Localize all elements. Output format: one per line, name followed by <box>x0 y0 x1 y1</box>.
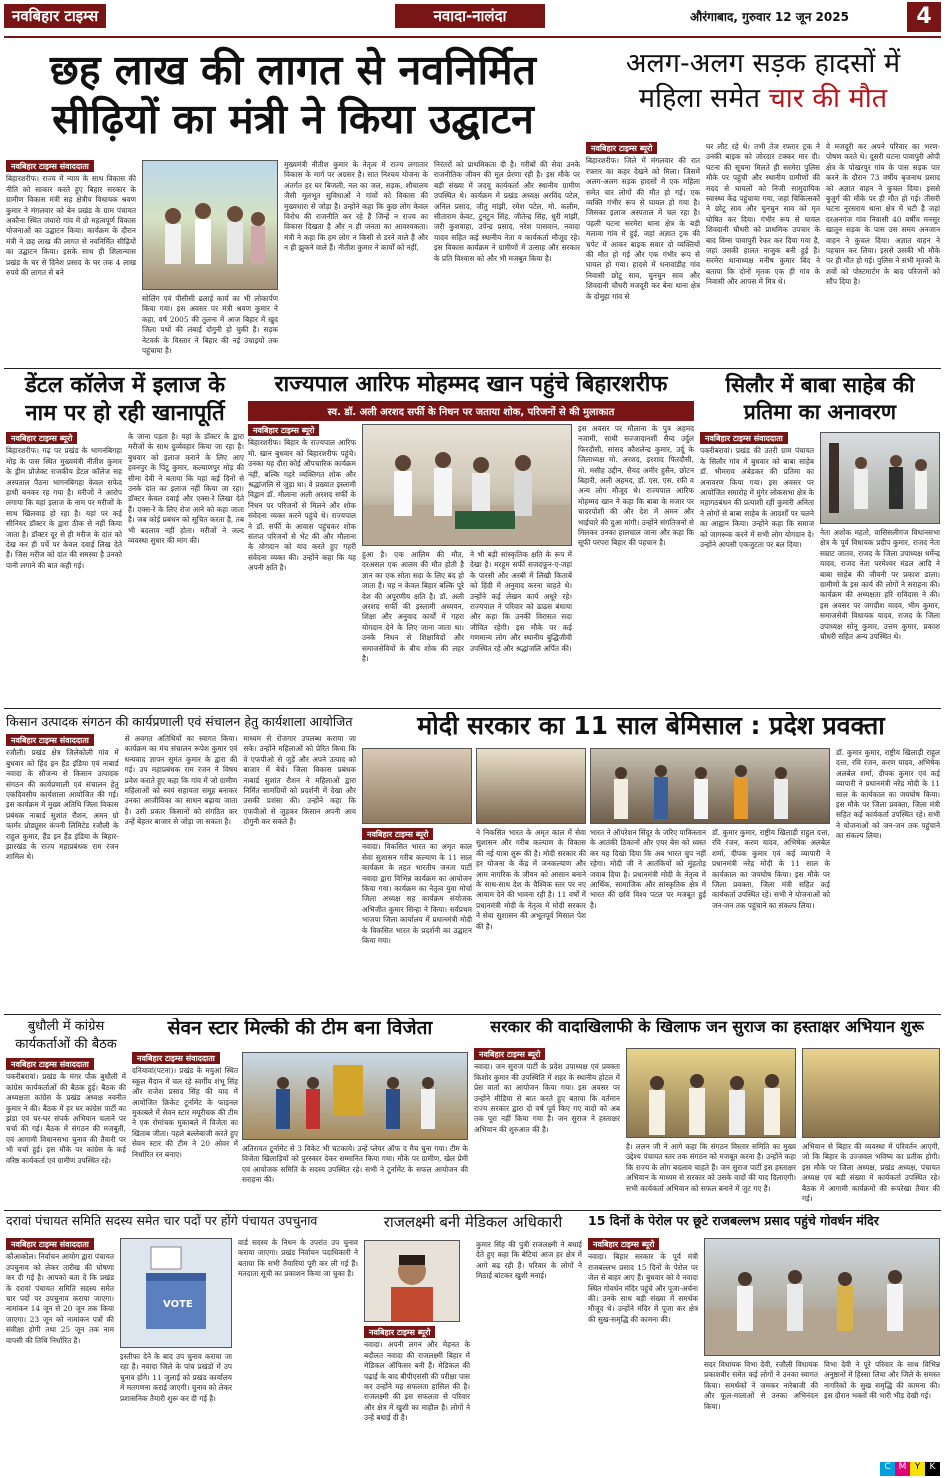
headline <box>6 46 580 144</box>
vote-label: VOTE <box>163 1299 193 1310</box>
byline: नवबिहार टाइम्स ब्यूरो <box>364 1326 435 1338</box>
photo-trophy <box>242 1052 468 1140</box>
headline-line1: डेंटल कॉलेज में इलाज के <box>24 373 226 398</box>
story-text: सोलिंग एवं पीसीसी ढलाई कार्य का भी लोकार्पण किया गया। इस अवसर पर मंत्री श्रवण कुमार ने कहा, वर्ष 2005 की तुलना में आज बिहार में खुद जिला पथों की लंबाई दोगुनी हो चुकी है। सड़क नेटवर्क के विस्तार ने बिहार की नई उंचाइयों तक पहुंचाया है। <box>142 294 278 356</box>
story-text: निरंतरों को प्राथमिकता दी है। गरीबों की सेवा उनके राजनीतिक जीवन की मूल प्रेरणा रही है। इस मौके पर बड़ी संख्या में जदयू कार्यकर्ता और स्थानीय ग्रामीण उपस्थित थे। कार्यक्रम में प्रखंड अध्यक्ष अरविंद पटेल, अनिल प्रसाद, जीतु मांझी, रमेश पटेल, मो. कलीम, सीताराम केवट, टुनटुन सिंह, जीतेन्द्र सिंह, धुरी मांझी, जरी कुशवाहा, उपेन्द्र प्रसाद, नरेश पासवान, नवादा यादव सहित कई स्थानीय नेता व कार्यकर्ता मौजूद रहे। इस विकास कार्यक्रम ने ग्रामीणों में उत्साह और सरकार के प्रति विश्वास को और भी मजबूत किया है। <box>434 160 580 263</box>
subheadline: स्व. डॉ. अली अरशद सर्फी के निधन पर जताया शोक, परिजनों से की मुलाकात <box>248 401 694 421</box>
paper-name: नवबिहार टाइम्स <box>4 4 106 28</box>
story-road-accidents <box>586 46 940 366</box>
byline: नवबिहार टाइम्स संवाददाता <box>6 1238 94 1250</box>
vote-graphic <box>120 1238 232 1348</box>
masthead <box>0 0 945 40</box>
divider <box>4 368 941 369</box>
dateline: औरंगाबाद, गुरुवार 12 जून 2025 <box>690 10 849 24</box>
color-y: Y <box>910 1462 925 1476</box>
story-text: कौआकोल। निर्वाचन आयोग द्वारा पंचायत उपचुनाव को लेकर तारीख की घोषणा कर दी गई है। आपको बता दें कि प्रखंड के दरावां पंचायत समिति सदस्य समेत चार पदों पर उपचुनाव कराया जाएगा। नामांकन 14 जून से 20 जून तक किया जाएगा। 23 जून को नामांकन पत्रों की संवीक्षा होगी तथा 25 जून तक नाम वापसी की तिथि निर्धारित है। <box>6 1252 114 1345</box>
byline: नवबिहार टाइम्स संवाददाता <box>6 734 94 746</box>
story-text: मुख्यमंत्री नीतीश कुमार के नेतृत्व में राज्य लगातार विकास के मार्ग पर अग्रसर है। सात निश्चय योजना के अंतर्गत हर घर बिजली, नल का जल, सड़क, शौचालय जैसी मूलभूत सुविधाओं ने गांवों को विकास की मुख्यधारा से जोड़ा है। उन्होंने कहा कि कुछ लोग केवल विरोध की राजनीति कर रहे हैं जिन्हें न राज्य का विकास दिखता है और न ही जनता का आवश्यकता। मंत्री ने कहा कि हम लोग न किसी से डरने वाले हैं और न ही झुकने वाले हैं। नीतीश कुमार ने कार्यों को नहीं, <box>284 160 428 253</box>
headline-line2: कार्यकर्ताओं की बैठक <box>15 1036 117 1052</box>
color-m: M <box>895 1462 910 1476</box>
story-text: इस्तीफा देने के बाद उप चुनाव कराया जा रहा है। नवादा जिले के पांच प्रखंडों में उप चुनाव होंगे। 11 जुलाई को प्रखंड कार्यालय में मतगणना कराई जाएगी। चुनाव को लेकर प्रशासनिक तैयारी शुरू कर दी गई है। <box>120 1352 232 1403</box>
story-governor-visit <box>248 372 694 706</box>
byline: नवबिहार टाइम्स संवाददाता <box>6 1058 94 1070</box>
headline: राजलक्ष्मी बनी मेडिकल अधिकारी <box>383 1214 563 1231</box>
page-number: 4 <box>907 2 941 32</box>
story-stairs-inauguration <box>6 46 580 366</box>
story-text: अभियान से बिहार की व्यवस्था में परिवर्तन आएगी, जो कि बिहार के उज्जवल भविष्य का प्रतीक होगी। इस मौके पर जिला अध्यक्ष, प्रखंड अध्यक्ष, पंचायत अध्यक्ष एवं बड़ी संख्या में कार्यकर्ता उपस्थित रहे। बैठक में आगामी कार्यक्रमों की रूपरेखा तैयार की गई। <box>802 1142 940 1204</box>
photo-jan-suraj-2 <box>802 1048 940 1138</box>
color-c: C <box>880 1462 895 1476</box>
story-text: माध्यम से रोजगार उपलब्ध कराया जा सके। उन्होंने महिलाओं को प्रेरित किया कि वे एफपीओ से जुड़ें और अपने उत्पाद को बाजार में बेचें। जिला विकास प्रबंधक नाबार्ड सुशांत रौशन ने महिलाओं द्वारा निर्मित सामग्रियों को प्रदर्शनी में देखा और उसकी प्रशंसा की। उन्होंने कहा कि एफपीओ से जुड़कर किसान अपनी आय दोगुनी कर सकते हैं। <box>243 734 356 827</box>
story-text: कुमार सिंह की पुत्री राजलक्ष्मी ने बधाई देते हुए कहा कि बेटियां आज हर क्षेत्र में आगे बढ़ रही हैं। परिवार के लोगों ने मिठाई बांटकर खुशी मनाई। <box>476 1240 582 1281</box>
photo-rajlakshmi <box>364 1240 460 1322</box>
story-modi-govt <box>362 712 940 1012</box>
story-text: नेता अशोक महतो, वासिसलीगंज विधानसभा क्षेत्र के पूर्व विधायक प्रदीप कुमार, राजद नेता सम्राट जातव, राजद के जिला उपाध्यक्ष धर्मेन्द्र यादव, राजद नेता परमेश्वर मंडल आदि ने बाबा साहेब की जीवनी पर प्रकाश डाला। ग्रामीणों के इस कार्य की लोगों ने सराहना की। कार्यक्रम की अध्यक्षता हरि राविदास ने की। इस अवसर पर जगदीश यादव, भीम कुमार, समाजसेवी विधायक यादव, राजद के जिला उपाध्यक्ष सोनू कुमार, उत्तम कुमार, प्रकाश चौधरी सहित अन्य उपस्थित थे। <box>820 528 940 642</box>
story-text: नवादा। विकसित भारत का अमृत काल सेवा सुशासन गरीब कल्याण के 11 साल कार्यक्रम के तहत भारतीय जनता पार्टी नवादा द्वारा विभिन्न कार्यक्रम का आयोजन किया गया। कार्यक्रम का नेतृत्व युवा मोर्चा जिला अध्यक्ष सह कार्यक्रम संयोजक अभिजीत कुमार सिन्हा ने किया। सर्वप्रथम भाजपा जिला कार्यालय में प्रधानमंत्री मोदी के विकसित भारत के प्रदर्शनी का उद्घाटन किया गया। <box>362 842 472 946</box>
headline-line2 <box>586 81 940 116</box>
divider <box>4 708 941 709</box>
photo-statue <box>820 432 940 524</box>
headline-highlight: चार की मौत <box>768 83 888 115</box>
headline <box>700 372 940 427</box>
photo-inauguration <box>142 160 278 290</box>
story-text: डॉ. कुमार कुमार, राष्ट्रीय खिलाड़ी राहुल दत्ता, रवि रंजन, करण यादव, अभिषेक अलबेल शर्मा, दीपक कुमार एवं कई व्यापारी ने प्रधानमंत्री नरेंद्र मोदी के 11 साल के कार्यकाल का जयघोष किया। इस मौके पर जिला प्रवक्ता, जिला मंत्री सहित कई कार्यकर्ता उपस्थित रहे। सभी ने योजनाओं को जन-जन तक पहुंचाने का संकल्प लिया। <box>836 748 940 841</box>
headline-line1: सिलौर में बाबा साहेब की <box>725 373 915 397</box>
color-registration-bar <box>880 1462 940 1476</box>
story-rajballabh-parole <box>588 1214 940 1460</box>
headline-line1: बुधौली में कांग्रेस <box>27 1019 105 1034</box>
story-text: नवादा। अपनी लगन और मेहनत के बदौलत नवादा की राजलक्ष्मी बिहार में मेडिकल ऑफिसर बनी हैं। मेडिकल की पढ़ाई के बाद बीपीएससी की परीक्षा पास कर उन्होंने यह सफलता हासिल की है। राजलक्ष्मी की इस सफलता से परिवार और क्षेत्र में खुशी का माहौल है। लोगों ने उन्हें बधाई दी है। <box>364 1340 470 1423</box>
headline: दरावां पंचायत समिति सदस्य समेत चार पदों पर होंगे पंचायत उपचुनाव <box>6 1214 318 1228</box>
byline: नवबिहार टाइम्स ब्यूरो <box>362 828 433 840</box>
photo-temple <box>704 1238 940 1356</box>
byline: नवबिहार टाइम्स ब्यूरो <box>6 432 77 444</box>
story-dental-college <box>6 372 244 706</box>
headline <box>6 372 244 427</box>
headline: मोदी सरकार का 11 साल बेमिसाल : प्रदेश प्रवक्ता <box>417 712 885 740</box>
story-text: पकरीबरावां। प्रखंड के मंगर पौक बुधौली में कांग्रेस कार्यकर्ताओं की बैठक हुई। बैठक की अध्यक्षता कांग्रेस के प्रखंड अध्यक्ष नवनीत कुमार ने की। बैठक में हर घर कांग्रेस पार्टी का झंडा एवं घर-घर संपर्क अभियान चलाने पर चर्चा की गई। बैठक में संगठन की मजबूती, एवं आगामी विधानसभा चुनाव की तैयारी पर भी चर्चा हुई। इस मौके पर कांग्रेस के कई वरिष्ठ कार्यकर्ता एवं ग्रामीण उपस्थित रहे। <box>6 1072 126 1165</box>
story-medical-officer <box>364 1214 582 1460</box>
story-congress-meeting <box>6 1018 126 1208</box>
story-text: घर लौट रहे थे। तभी तेज रफ्तार ट्रक ने उनकी बाइक को जोरदार टक्कर मार दी। घटना की सूचना मिलते ही सरमेरा पुलिस मौके पर पहुंची और स्थानीय ग्रामीणों की मदद से घायलों को निजी सामुदायिक स्वास्थ्य केंद्र पहुंचाया गया, जहां चिकित्सकों ने छोटू साव और चुनचुन साव को मृत घोषित कर दिया। गंभीर रूप से घायल शिवदानी चौधरी को प्राथमिक उपचार के बाद विम्स पावापुरी रेफर कर दिया गया है, जहां उसकी हालत नाजुक बनी हुई है। सरमेरा थानाध्यक्ष मनीष कुमार बिंद ने बताया कि दोनों मृतक एक ही गांव के निवासी और आपस में मित्र थे। <box>706 142 820 287</box>
headline: 15 दिनों के पेरोल पर छूटे राजबल्लभ प्रसाद पहुंचे गोवर्धन मंदिर <box>588 1214 879 1228</box>
story-text: रजौली। प्रखंड क्षेत्र जिलेकोली गांव में बुधवार को हिंद इन हैंड इंडिया एवं नाबार्ड नवादा के सौजन्य से किसान उत्पादक संगठन की कार्यप्रणाली एवं संचालन हेतु एकदिवसीय कार्यशाला आयोजित की गई। इस कार्यक्रम में मुख्य अतिथि जिला विकास प्रबंधक नाबार्ड सुशांत रौशन, अमन ग्रो फार्मर प्रोड्यूसर कंपनी लिमिटेड रजौली के राहुल कुमार, हैंड इन हैंड इंडिया के बिहार-झारखंड के राज्य महाप्रबंधक राम रंजन शामिल थे। <box>6 748 119 862</box>
story-text: बिहारशरीफ। गढ़ पर प्रखंड के भागनबिगहा मोड़ के पास स्थित मुख्यमंत्री नीतीश कुमार के ड्रीम प्रोजेक्ट राजकीय डेंटल कॉलेज सह अस्पताल पैठना भागनबिगहा केवल सफेद हाथी बनकर रह गया है। मरीजों ने आरोप लगाया कि यहां इलाज के नाम पर मरीजों के साथ खिलवाड़ हो रहा है। यहां पर कई सीनियर डॉक्टर के द्वारा ठीक से नहीं किया जाता है। डॉक्टर दूर से ही मरीज के दांत को देख कर ही पर्चे पर केवल दवाई लिख देते हैं। जिस मरीज को दांत की समस्या है उनको पानी लगाने की बात कही गई। <box>6 446 122 570</box>
headline-line1: छह लाख की लागत से नवनिर्मित <box>50 46 536 94</box>
headline-line2: सीढ़ियों का मंत्री ने किया उद्घाटन <box>52 95 534 144</box>
story-jan-suraj <box>474 1018 940 1208</box>
headline-line1: अलग-अलग सड़क हादसों में <box>625 48 901 79</box>
story-text: बिहारशरीफ। राज्य में न्याय के साथ विकास की नीति को साकार करते हुए बिहार सरकार के ग्रामीण विकास मंत्री सह क्षेत्रीय विधायक श्रवण कुमार ने मंगलवार को बेन प्रखंड के ग्राम पंचायत अकौना स्थित जंघारो गांव में दो महत्वपूर्ण विकास योजनाओं का उद्घाटन किया। कार्यक्रम के दौरान मंत्री ने छह लाख की लागत से नवनिर्मित सीढ़ियों का उद्घाटन किया। इसके साथ ही शिलान्यास प्रखंड के घर से दिनेश प्रसाद के घर तक 4 लाख रुपये की लागत से बने <box>6 174 136 278</box>
headline: किसान उत्पादक संगठन की कार्यप्रणाली एवं संचालन हेतु कार्यशाला आयोजित <box>6 714 353 729</box>
story-text: डॉ. कुमार कुमार, राष्ट्रीय खिलाड़ी राहुल दत्ता, रवि रंजन, करण यादव, अभिषेक अलबेल शर्मा, दीपक कुमार एवं कई व्यापारी ने प्रधानमंत्री नरेंद्र मोदी के 11 साल के कार्यकाल का जयघोष किया। इस मौके पर जिला प्रवक्ता, जिला मंत्री सहित कई कार्यकर्ता उपस्थित रहे। सभी ने योजनाओं को जन-जन तक पहुंचाने का संकल्प लिया। <box>712 828 830 910</box>
photo-jan-suraj <box>626 1048 796 1138</box>
section-label: नवादा-नालंदा <box>395 4 545 28</box>
story-text: सदर विधायक विभा देवी, रजौली विधायक प्रकाशवीर समेत कई लोगों ने उनका स्वागत किया। समर्थकों ने जमकर नारेबाजी की और फूल-मालाओं से उनका अभिनंदन किया। <box>704 1360 818 1411</box>
byline: नवबिहार टाइम्स संवाददाता <box>700 432 788 444</box>
headline: सेवन स्टार मिल्की की टीम बना विजेता <box>167 1018 433 1039</box>
headline <box>586 46 940 116</box>
story-cricket-winners <box>132 1018 468 1208</box>
divider <box>4 1014 941 1015</box>
story-text: ने निकसित भारत के अमृत काल में सेवा सुशासन और गरीब कल्याण के विकास की नई यात्रा शुरू की है। मोदी सरकार की हर योजना के केंद्र में जनकल्याण और आम नागरिक के जीवन को आसान बनाने के साथ-साथ देश के वैश्विक स्तर पर नए आयाम देने की भावना रही है। 11 वर्षों में प्रधानमंत्री मोदी के नेतृत्व में मोदी सरकार ने सेवा सुशासन की अभूतपूर्व मिसाल पेश की है। <box>476 828 586 931</box>
divider <box>4 1210 941 1211</box>
byline: नवबिहार टाइम्स संवाददाता <box>6 160 94 172</box>
story-text: वे मजदूरी कर अपने परिवार का भरण-पोषण करते थे। दूसरी घटना पावापुरी ओपी क्षेत्र के पोखरपुर गांव के पास सड़क पार करने के दौरान 73 वर्षीय बृजनाथ प्रसाद को अज्ञात वाहन ने कुचल दिया। इससे बुजुर्ग की मौके पर ही मौत हो गई। तीसरी घटना नूरसराय थाना क्षेत्र में घटी है जहां दरअनगंज गांव निवासी 40 वर्षीय मनसूर खातून सड़क के पास उस समय अनजान वाहन ने कुचल दिया। अज्ञात वाहन ने पहचान कर लिया। इससे उसकी भी मौके पर ही मौत हो गई। पुलिस ने सभी मृतकों के शवों को पोस्टमार्टम के बाद परिजनों को सौंप दिया है। <box>826 142 940 287</box>
story-text: इस अवसर पर मौलाना के पुत्र अहमद नजामी, साथी सज्जादानशीं सैय्द उर्दुल फिरदौसी, सांसद कौशलेन्द्र कुमार, उर्दू के जिलाध्यक्ष मो. अरशद, इरशाद फिरदौसी, मो. मसीह उद्दीन, सैयद अमीर हुसैन, छोटन बिहारी, अली अहमद, डॉ. एस. एस. रफी व अन्य लोग मौजूद थे। राज्यपाल आरिफ मोहम्मद खान ने कहा कि बाबा के मजार पर चादरपोशी की और देश में अमन और भाईचारे की दुआ मांगी। उन्होंने संगतिजनों से मिलकर उनका हालचाल जाना और कहा कि सूफी परंपरा बिहार की पहचान है। <box>578 424 694 548</box>
photo-governor <box>362 424 572 546</box>
byline: नवबिहार टाइम्स ब्यूरो <box>248 424 319 436</box>
color-k: K <box>925 1462 940 1476</box>
headline-line2: नाम पर हो रही खानापूर्ति <box>25 400 225 426</box>
story-text: वार्ड सदस्य के निधन के उपरांत उप चुनाव कराया जाएगा। प्रखंड निर्वाचन पदाधिकारी ने बताया कि सभी तैयारियां पूरी कर ली गई हैं। मतदाता सूची का प्रकाशन किया जा चुका है। <box>238 1238 358 1279</box>
masthead-rule <box>4 36 941 38</box>
headline: सरकार की वादाखिलाफी के खिलाफ जन सुराज का हस्ताक्षर अभियान शुरू <box>490 1018 924 1036</box>
story-text: बिहारशरीफ। बिहार के राज्यपाल आरिफ मो. खान बुधवार को बिहारशरीफ पहुंचे। उनका यह दौरा कोई औपचारिक कार्यक्रम नहीं, बल्कि गहरे व्यक्तिगत शोक और श्रद्धांजलि से जुड़ा था। वे प्रख्यात इस्लामी विद्वान डॉ. मौलाना अली अरशद सर्फी के निधन पर परिजनों से मिलने और शोक संवेदना व्यक्त करने पहुंचे थे। राज्यपाल ने डॉ. सर्फी के आवास पहुंचकर शोक संतप्त परिजनों से भेंट की और मौलाना के योगदान को याद करते हुए गहरी संवेदना व्यक्त की। उन्होंने कहा कि यह अपनी क्षति है। <box>248 438 356 573</box>
story-fpo-workshop <box>6 712 356 1012</box>
byline: नवबिहार टाइम्स ब्यूरो <box>586 142 657 154</box>
headline <box>6 1018 126 1053</box>
byline: नवबिहार टाइम्स ब्यूरो <box>588 1238 659 1250</box>
byline: नवबिहार टाइम्स ब्यूरो <box>474 1048 545 1060</box>
headline: राज्यपाल आरिफ मोहम्मद खान पहुंचे बिहारशरीफ <box>274 372 668 397</box>
headline-part1: महिला समेत <box>638 83 769 115</box>
story-statue-unveiling <box>700 372 940 706</box>
story-text: विभा देवी ने पूरे परिवार के साथ विभिन्न अनुष्ठानों में हिस्सा लिया और जिले के समस्त नागरिकों के सुख समृद्धि की कामना की। इस दौरान भक्तों की भारी भीड़ देखी गई। <box>824 1360 940 1401</box>
story-text: दनियावां(पटना)। प्रखंड के मयुआं स्थित स्कूल मैदान में चल रहे स्वर्गीय शंभू सिंह और राजेश प्रसाद सिंह की याद में आयोजित क्रिकेट टूर्नामेंट के फाइनल मुकाबले में सेवन स्टार मयूरीचक की टीम ने एक रोमांचक मुकाबले में विजेता का खिताब जीता। पहले बल्लेबाजी करते हुए सेवन स्टार की टीम ने 20 ओवर में निर्धारित रन बनाए। <box>132 1066 238 1159</box>
story-panchayat-bypoll <box>6 1214 358 1460</box>
story-text: हुआ है। एक आलिम की मौत, दरअसल एक आलम की मौत होती है ज्ञान का एक सोता सदा के लिए बंद हो जाता है। यह न केवल बिहार बल्कि पूरे देश की अपूरणीय क्षति है। डॉ. अली अरशद सर्फी की इस्लामी अध्ययन, शिक्षा और अनुवाद कार्यों में गहरा योगदान देने के लिए जाना जाता था। उनके निधन से शिक्षाविदों और समाजसेवियों के बीच शोक की लहर है। <box>362 550 464 664</box>
photo-bjp-meeting <box>476 748 586 824</box>
story-text: अतिरायत टूर्नामेंट से 3 विकेट भी चटकाये। उन्हें प्लेयर ऑफ द मैच चुना गया। टीम के विजेता खिलाड़ियों को पुरस्कार देकर सम्मानित किया गया। मौके पर ग्रामीण, खेल प्रेमी एवं आयोजक समिति के सदस्य उपस्थित रहे। सभी ने टूर्नामेंट के सफल आयोजन की सराहना की। <box>242 1144 468 1185</box>
byline: नवबिहार टाइम्स संवाददाता <box>132 1052 220 1064</box>
photo-press-conference <box>362 748 472 824</box>
story-text: से अवगत अतिथियों का स्वागत किया। कार्यक्रम का मंच संचालन रूपेश कुमार एवं धन्यवाद ज्ञापन सुमंत कुमार के द्वारा की गई। उप महाप्रबंधक राम रंजन ने विषय प्रवेश कराते हुए कहा कि गांव में जो ग्रामीण महिलाओं को स्वयं सहायता समूह बनाकर उनका आजीविका का साधन बढ़ाया जाता है। उसी प्रकार किसानों को संगठित कर उन्हें बेहतर बाजार से जोड़ा जा सकता है। <box>124 734 238 827</box>
story-text: ने भी बड़ी सांस्कृतिक क्षति के रूप में देखा है। मरहूम सर्फी सजदफून-ए-जहां के पारसी और अरबी में लिखी किताबें को हिंदी में अनुवाद करना चाहते थे। उन्होंने कई लेखन कार्य अधूरे रहे। राज्यपाल ने परिवार को ढाढस बंधाया और कहा कि उनकी विरासत सदा जीवित रहेगी। इस मौके पर कई गणमान्य लोग और स्थानीय बुद्धिजीवी उपस्थित रहे और श्रद्धांजलि अर्पित की। <box>470 550 572 653</box>
story-text: के जाना पड़ता है। यहां के डॉक्टर के द्वारा मरीजों के साथ दुर्व्यवहार किया जा रहा है। बुधवार को इलाज कराने के लिए आए हवनपुर के पिंटू कुमार, कल्याणपुर मोड़ की सीमा देवी ने बताया कि यहां कई दिनों से उनके दांत का इलाज नहीं किया जा रहा। डॉक्टर केवल दवाई और एक्स-रे लिखा देते हैं। एक्स-रे के लिए रोज आने को कहा जाता है। जब कोई प्रबंधन को सूचित करता है, तब भी बदलाव नहीं होता। मरीजों ने जल्द व्यवस्था सुधार की मांग की। <box>128 432 244 546</box>
story-text: बिहारशरीफ। जिले में मंगलवार की रात रफ्तार का कहर देखने को मिला। जिसमें अलग-अलग सड़क हादसों में एक महिला समेत चार लोगों की मौत हो गई। एक व्यक्ति गंभीर रूप से घायल हो गया है। जिसका इलाज अस्पताल में चल रहा है। पहली घटना सरमेरा थाना क्षेत्र के बड़ी मलावा गांव में हुई, जहां अज्ञात ट्रक की चपेट में आकर बाइक सवार दो व्यक्तियों की मौत हो गई और एक गंभीर रूप से घायल हो गया। हादसे में धनावांडीह गांव निवासी छोटू साव, चुनचुन साव और शिवदानी चौधरी मजदूरी कर बेना थाना क्षेत्र के दोमुहा गांव से <box>586 156 700 301</box>
story-text: नवादा। जन सुराज पार्टी के प्रदेश उपाध्यक्ष एवं प्रवक्ता किशोर कुमार की उपस्थिति में शहर के स्थानीय होटल में प्रेस वार्ता का आयोजन किया गया। इस अवसर पर उन्होंने मीडिया से बात करते हुए बताया कि वर्तमान राज्य सरकार द्वारा दो वर्ष पूर्व किए गए वादों को अब तक पूरा नहीं किया गया है। जन सुराज ने हस्ताक्षर अभियान की शुरुआत की है। <box>474 1062 620 1134</box>
story-text: पकरीबरावां। प्रखंड की उतरी ग्राम पंचायत के सिलौर गांव में बुधवार को बाबा साहेब डॉ. भीमराव अंबेडकर की प्रतिमा का अनावरण किया गया। इस अवसर पर आयोजित समारोह में मुंगेर लोकसभा क्षेत्र के महागठबंधन की प्रत्याशी रहीं कुमारी अनिता ने लोगों से बाबा साहेब के आदर्शों पर चलने का आह्वान किया। उन्होंने कहा कि समाज को जागरूक करने में सभी लोग योगदान दें। उन्होंने आपसी एकजुटता पर बल दिया। <box>700 446 814 550</box>
story-text: नवादा। बिहार सरकार के पूर्व मंत्री राजबल्लभ प्रसाद 15 दिनों के पेरोल पर जेल से बाहर आए हैं। बुधवार को वे नवादा स्थित गोवर्धन मंदिर पहुंचे और पूजा-अर्चना की। उनके साथ बड़ी संख्या में समर्थक मौजूद थे। उन्होंने मंदिर में पूजा कर क्षेत्र की सुख-समृद्धि की कामना की। <box>588 1252 698 1324</box>
story-text: भारत ने ऑपरेशन सिंदूर के जरिए पाकिस्तान के आतंकी ठिकानों और एयर बेस को ध्वस्त कर यह दिखा दिया कि अब भारत चुप नहीं रहेगा। मोदी जी ने आतंकियों को मुंहतोड़ जवाब दिया है। प्रधानमंत्री मोदी के नेतृत्व में आर्थिक, सामाजिक और सांस्कृतिक क्षेत्र में भारत की छवि विश्व पटल पर मजबूत हुई है। <box>590 828 706 910</box>
story-text: है। ललन जी ने आगे कहा कि संगठन विस्तार समिति का मुख्य उद्देश्य पंचायत स्तर तक संगठन को मजबूत करना है। उन्होंने कहा कि राज्य के लोग बदलाव चाहते हैं। जन सुराज पार्टी इस हस्ताक्षर अभियान के माध्यम से सरकार को उसके वादों की याद दिलाएगी। सभी कार्यकर्ता अभियान को सफल बनाने में जुट गए हैं। <box>626 1142 796 1193</box>
photo-group <box>590 748 830 824</box>
headline-line2: प्रतिमा का अनावरण <box>743 400 897 425</box>
